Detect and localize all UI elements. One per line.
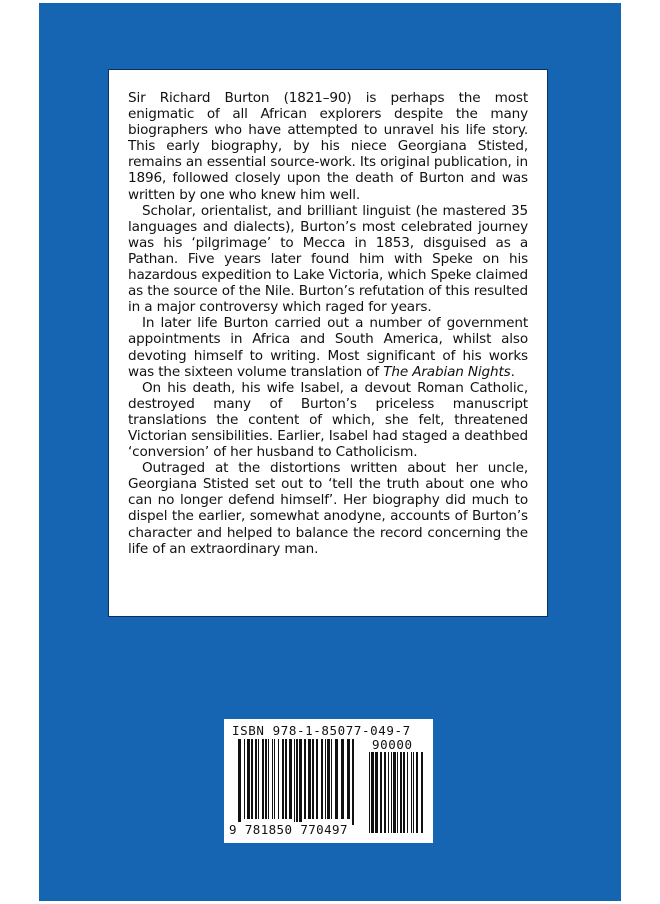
barcode-bar	[388, 752, 389, 833]
barcode-bar	[375, 752, 378, 833]
blurb-paragraph-2: Scholar, orientalist, and brilliant linguist (he mastered 35 languages and dialects), Burton’s most celebrated journey was his ‘pilgrimage’ to Mecca in 1853, disguised as a Pathan. Five years later found him with Speke on his hazardous expedition to Lake Victoria, which Speke claimed as the source of the Nile. Burton’s refutation of this resulted in a major controversy which raged for years.	[128, 202, 528, 316]
barcode-bar	[380, 752, 382, 833]
blurb-paragraph-5: Outraged at the distortions written about her uncle, Georgiana Stisted set out to ‘tell the truth about one who can no longer defend himself’. Her biography did much to dispel the earlier, somewhat anodyne, accounts of Burton’s character and helped to balance the record concerning the life of an extraordinary man.	[128, 460, 528, 557]
blurb-paragraph-3-text: In later life Burton carried out a number of government appointments in Africa and South America, whilst also devoting himself to writing. Most significant of his works was the sixteen volume translation of	[128, 315, 528, 380]
book-title-arabian-nights: The Arabian Nights	[383, 363, 511, 380]
barcode-bar	[400, 752, 402, 833]
barcode-bar	[247, 739, 250, 819]
blurb-panel	[108, 69, 548, 617]
barcode-bar	[413, 752, 414, 833]
barcode-bar	[244, 739, 245, 819]
barcode-bar	[294, 739, 295, 825]
barcode-bar	[335, 739, 338, 819]
barcode-bar	[371, 752, 374, 833]
barcode-bar	[296, 739, 298, 825]
blurb-paragraph-3	[128, 315, 528, 379]
barcode-bar	[347, 739, 350, 819]
barcode-bar	[251, 739, 253, 819]
barcode-bar	[325, 739, 326, 819]
barcode-bar	[255, 739, 257, 819]
barcode-bar	[272, 739, 273, 819]
barcode-bar	[331, 739, 332, 819]
barcode-bar	[411, 752, 412, 833]
barcode-bar	[384, 752, 386, 833]
barcode-bar	[262, 739, 264, 819]
barcode-bar	[403, 752, 405, 833]
barcode-bar	[265, 739, 267, 819]
barcode-bar	[393, 752, 396, 833]
barcode-bar	[416, 752, 418, 833]
barcode-bar	[407, 752, 408, 833]
barcode-bar	[282, 739, 284, 819]
barcode-bar	[308, 739, 311, 819]
barcode-bar	[397, 752, 398, 833]
barcode-bar	[369, 752, 370, 833]
barcode-bar	[321, 739, 323, 819]
barcode-bar	[391, 752, 392, 833]
barcode-bar	[258, 739, 259, 819]
barcode-bar	[312, 739, 314, 819]
blurb-paragraph-4: On his death, his wife Isabel, a devout Roman Catholic, destroyed many of Burton’s priceless manuscript translations the content of which, she felt, threatened Victorian sensibilities. Earlier, Isabel had staged a deathbed ‘conversion’ of her husband to Catholicism.	[128, 379, 528, 461]
price-code: 90000	[372, 737, 413, 752]
isbn-label: ISBN 978-1-85077-049-7	[232, 723, 411, 738]
isbn-barcode-box	[224, 719, 433, 843]
barcode-bar	[304, 739, 306, 819]
barcode-bar	[299, 739, 302, 825]
blurb-paragraph-3-end: .	[510, 363, 515, 380]
barcode-bar	[421, 752, 423, 833]
barcode-bar	[352, 739, 354, 825]
barcode-bar	[341, 739, 344, 819]
barcode-bar	[278, 739, 279, 819]
barcode-bar	[316, 739, 318, 819]
barcode-bar	[327, 739, 330, 819]
barcode-bar	[274, 739, 275, 819]
barcode-bar	[238, 739, 241, 825]
barcode-bar	[268, 739, 269, 819]
book-back-cover	[39, 3, 621, 901]
barcode-bar	[285, 739, 287, 819]
ean-digits: 9 781850 770497	[229, 822, 348, 837]
blurb-paragraph-1: Sir Richard Burton (1821–90) is perhaps the most enigmatic of all African explorers despite the many biographers who have attempted to unravel his life story. This early biography, by his niece Georgiana Stisted, remains an essential source-work. Its original publication, in 1896, followed closely upon the death of Burton and was written by one who knew him well.	[128, 90, 528, 203]
barcode-bar	[289, 739, 292, 819]
